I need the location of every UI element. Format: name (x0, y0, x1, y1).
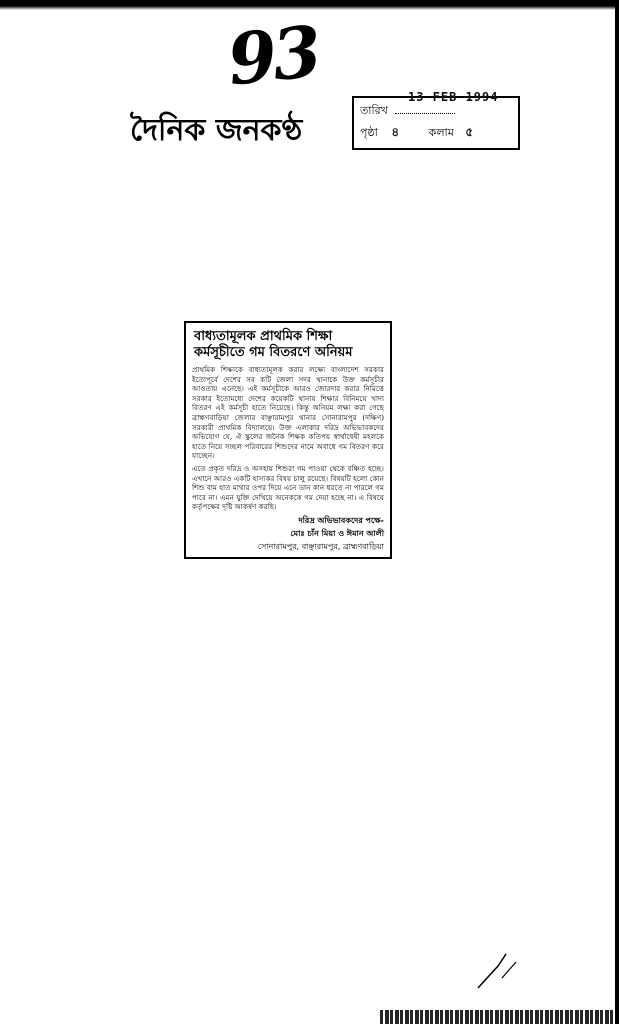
stamp-page-value: ৪ (391, 125, 400, 139)
stamp-column-label: কলাম (428, 126, 454, 139)
date-stamp (352, 90, 520, 150)
clipping-headline (194, 329, 384, 361)
stamp-date-row (360, 102, 512, 122)
stamp-page-row (360, 124, 512, 144)
clipping-body (192, 365, 384, 512)
stamp-date-label: তারিখ (360, 104, 388, 117)
pen-mark-icon (476, 948, 520, 992)
stamp-column-value: ৫ (465, 125, 474, 139)
handwritten-page-number: 93 (223, 9, 322, 102)
clipping-paragraph-1: প্রাথমিক শিক্ষাকে বাধ্যতামূলক করার লক্ষ্যে বাংলাদেশ সরকার ইতোপূর্বে দেশের সব কটি জেলা সদর থানাকে উক্ত কর্মসূচীর আওতায় এনেছে। এই কর্মসূচীকে আরও জোরদার করার নিমিত্তে সরকার ইতোমধ্যে দেশের কয়েকটি থানায় শিক্ষার বিনিময়ে খাদ্য বিতরণ এই কর্মসূচী হাতে নিয়েছে। কিন্তু অনিয়ম লক্ষ্য করা গেছে ব্রাহ্মণবাড়িয়া জেলার বাঞ্ছারামপুর থানার সোনারামপুর (দক্ষিণ) সরকারী প্রাথমিক বিদ্যালয়ে। উক্ত এলাকার দরিদ্র অভিভাবকদের অভিযোগ যে, ঐ স্কুলের জনৈক শিক্ষক কতিপয় স্বার্থান্বেষী মহলকে হাতে নিয়ে সচ্ছল পরিবারের শিশুদের নামে অবাধে গম বিতরণ করে যাচ্ছেন। (192, 365, 384, 461)
clipping-signoff: দরিদ্র অভিভাবকদের পক্ষে- (298, 514, 384, 525)
newspaper-clipping (184, 321, 392, 559)
clipping-authors: মোঃ চাঁন মিয়া ও ঈমান আলী (290, 527, 384, 538)
scan-right-edge (615, 0, 619, 1024)
newspaper-name: দৈনিক জনকণ্ঠ (130, 113, 303, 148)
clipping-corner (370, 321, 392, 343)
stamp-page-label: পৃষ্ঠা (360, 126, 378, 139)
headline-line-1: বাধ্যতামূলক প্রাথমিক শিক্ষা (194, 329, 333, 344)
scan-bottom-edge (380, 1010, 619, 1024)
clipping-paragraph-2: এতে প্রকৃত দরিদ্র ও অসহায় শিশুরা গম পাওয়া থেকে বঞ্চিত হচ্ছে। এখানে আরও একটি হাস্যকর বিষয় চালু রয়েছে। বিষয়টি হলো কোন শিশু বাম হাত মাথার ওপর দিয়ে এনে ডান কান ধরতে না পারলে গম পাবে না। এমন যুক্তি দেখিয়ে অনেককে গম দেয়া হচ্ছে না। এ বিষয়ে কর্তৃপক্ষের দৃষ্টি আকর্ষণ করছি। (192, 463, 384, 512)
clipping-address: সোনারামপুর, বাঞ্ছারামপুর, ব্রাহ্মণবাড়িয়া (257, 541, 384, 551)
stamp-dotted-line (395, 113, 455, 114)
stamp-date-value: 13 FEB 1994 (408, 90, 499, 104)
headline-line-2: কর্মসূচীতে গম বিতরণে অনিয়ম (194, 345, 353, 360)
